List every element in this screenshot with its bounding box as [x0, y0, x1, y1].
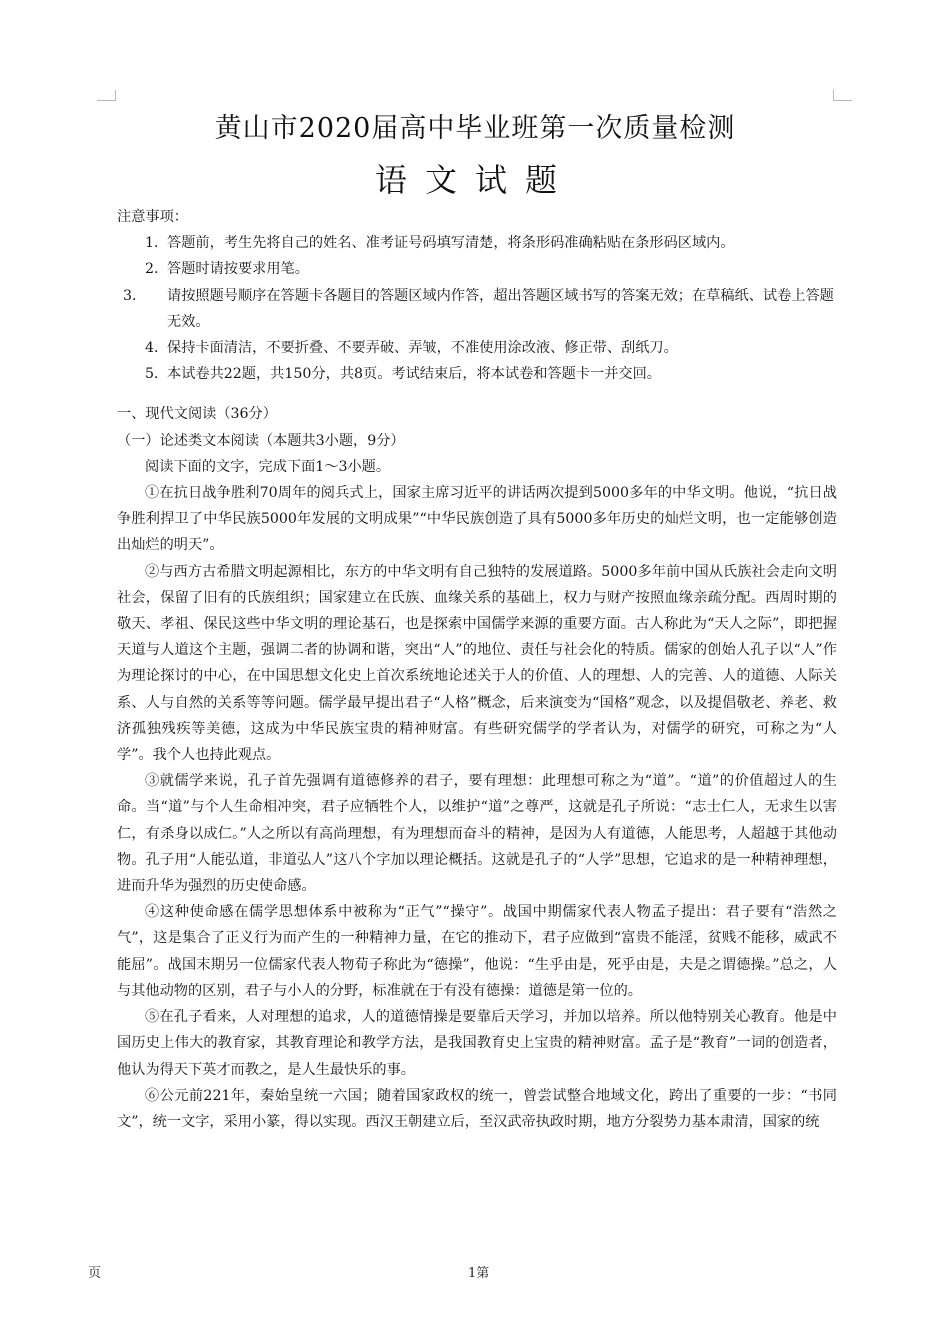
page-label: 页 [88, 1266, 102, 1281]
page-number: 1第 [468, 1266, 490, 1281]
reading-instruction: 阅读下面的文字，完成下面1～3小题。 [145, 458, 391, 475]
notice-item-text: 答题前，考生先将自己的姓名、准考证号码填写清楚，将条形码准确粘贴在条形码区域内。 [167, 235, 735, 252]
notice-item [117, 361, 837, 387]
article-paragraph: ②与西方古希腊文明起源相比，东方的中华文明有自己独特的发展道路。5000多年前中国从氏族社会走向文明社会，保留了旧有的氏族组织；国家建立在氏族、血缘关系的基础上，权力与财产按照血缘亲疏分配。西周时期的敬天、孝祖、保民这些中华文明的理论基石，也是探索中国儒学来源的重要方面。古人称此为“天人之际”，即把握天道与人道这个主题，强调二者的协调和谐，突出“人”的地位、责任与社会化的特质。儒家的创始人孔子以“人”作为理论探讨的中心，在中国思想文化史上首次系统地论述关于人的价值、人的理想、人的完善、人的道德、人际关系、人与自然的关系等等问题。儒学最早提出君子“人格”概念，后来演变为“国格”观念，以及提倡敬老、养老、救济孤独残疾等美德，这成为中华民族宝贵的精神财富。有些研究儒学的学者认为，对儒学的研究，可称之为“人学”。我个人也持此观点。 [117, 563, 837, 764]
article-paragraph: ⑥公元前221年，秦始皇统一六国；随着国家政权的统一，曾尝试整合地域文化，跨出了重要的一步：“书同文”，统一文字，采用小篆，得以实现。西汉王朝建立后，至汉武帝执政时期，地方分裂势力基本肃清，国家的统 [117, 1087, 837, 1130]
document-body [117, 204, 837, 1135]
notice-item [117, 335, 837, 361]
exam-subject: 语文试题 [374, 161, 575, 199]
article-paragraph: ①在抗日战争胜利70周年的阅兵式上，国家主席习近平的讲话两次提到5000多年的中华文明。他说，“抗日战争胜利捍卫了中华民族5000年发展的文明成果”“中华民族创造了具有5000多年历史的灿烂文明，也一定能够创造出灿烂的明天”。 [117, 485, 837, 554]
exam-title: 黄山市2020届高中毕业班第一次质量检测 [214, 113, 736, 144]
notice-item-text: 请按照题号顺序在答题卡各题目的答题区域内作答，超出答题区域书写的答案无效；在草稿纸、试卷上答题无效。 [167, 287, 834, 330]
crop-mark-top-right [833, 90, 852, 101]
crop-mark-top-left [97, 90, 116, 101]
notice-item [117, 230, 837, 256]
notice-item-number: 2． [145, 261, 169, 278]
notice-item [117, 283, 837, 335]
section-subtitle: （一）论述类文本阅读（本题共3小题，9分） [117, 432, 405, 449]
article-paragraph: ③就儒学来说，孔子首先强调有道德修养的君子，要有理想：此理想可称之为“道”。“道”的价值超过人的生命。当“道”与个人生命相冲突，君子应牺牲个人，以维护“道”之尊严，这就是孔子所说：“志士仁人，无求生以害仁，有杀身以成仁。”人之所以有高尚理想，有为理想而奋斗的精神，是因为人有道德，人能思考，人超越于其他动物。孔子用“人能弘道，非道弘人”这八个字加以理论概括。这就是孔子的“人学”思想，它追求的是一种精神理想，进而升华为强烈的历史使命感。 [117, 773, 837, 895]
section-title: 一、现代文阅读（36分） [117, 406, 277, 423]
notice-item-text: 本试卷共22题，共150分，共8页。考试结束后，将本试卷和答题卡一并交回。 [167, 366, 661, 383]
notice-item-text: 保持卡面清洁，不要折叠、不要弄破、弄皱，不准使用涂改液、修正带、刮纸刀。 [167, 340, 678, 357]
notice-title: 注意事项： [117, 209, 188, 225]
notice-item [117, 256, 837, 282]
article-paragraph: ⑤在孔子看来，人对理想的追求，人的道德情操是要靠后天学习，并加以培养。所以他特别关心教育。他是中国历史上伟大的教育家，其教育理论和教学方法，是我国教育史上宝贵的精神财富。孟子是“教育”一词的创造者，他认为得天下英才而教之，是人生最快乐的事。 [117, 1009, 837, 1078]
notice-item-number: 3． [123, 287, 147, 304]
notice-item-number: 1． [145, 235, 169, 252]
notice-item-number: 5． [145, 366, 169, 383]
notice-item-text: 答题时请按要求用笔。 [167, 261, 309, 278]
article-paragraph: ④这种使命感在儒学思想体系中被称为“正气”“操守”。战国中期儒家代表人物孟子提出：君子要有“浩然之气”，这是集合了正义行为而产生的一种精神力量，在它的推动下，君子应做到“富贵不能淫，贫贱不能移，威武不能屈”。战国末期另一位儒家代表人物荀子称此为“德操”，他说：“生乎由是，死乎由是，夫是之谓德操。”总之，人与其他动物的区别，君子与小人的分野，标准就在于有没有德操：道德是第一位的。 [117, 904, 837, 999]
notice-item-number: 4． [145, 340, 169, 357]
